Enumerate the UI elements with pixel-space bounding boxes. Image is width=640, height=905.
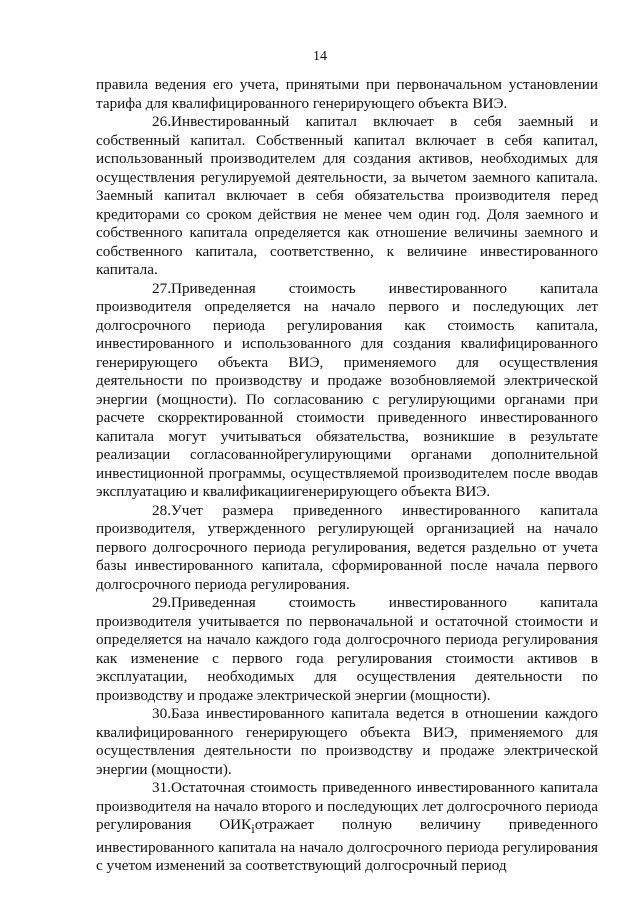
- paragraph-text-before: Остаточная стоимость приведенного инвестированного капитала производителя на начало второго и последующих лет долгосрочного периода регулирования: [96, 779, 598, 833]
- paragraph-text: Инвестированный капитал включает в себя заемный и собственный капитал. Собственный капитал включает в себя капитал, использованный производителем для создания активов, необходимых для осуществления регулируемой деятельности, за вычетом заемного капитала. Заемный капитал включает в себя обязательства производителя перед кредиторами со сроком действия не менее чем один год. Доля заемного и собственного капитала определяется как отношение величины заемного и собственного капитала, соответственно, к величине инвестированного капитала.: [96, 113, 598, 278]
- paragraph-text: Приведенная стоимость инвестированного капитала производителя учитывается по первоначальной и остаточной стоимости и определяется на начало каждого года долгосрочного периода регулирования как изменение с первого года регулирования стоимости активов в эксплуатации, необходимых для осуществления деятельности по производству и продаже электрической энергии (мощности).: [96, 594, 598, 704]
- paragraph-text: Приведенная стоимость инвестированного капитала производителя определяется на начало первого и последующих лет долгосрочного периода регулирования как стоимость капитала, инвестированного и использованного для создания квалифицированного генерирующего объекта ВИЭ, применяемого для осуществления деятельности по производству и продаже возобновляемой электрической энергии (мощности). По согласованию с регулирующими органами при расчете скорректированной стоимости приведенного инвестированного капитала могут учитываться обязательства, возникшие в результате реализации согласованнойрегулирующими органами дополнительной инвестиционной программы, осуществляемой производителем после вводав эксплуатацию и квалификациигенерирующего объекта ВИЭ.: [96, 279, 598, 500]
- formula-subscript: i: [251, 822, 255, 837]
- paragraph-28: [96, 502, 598, 595]
- paragraph-number: 26.: [152, 113, 171, 130]
- paragraph-text-after: отражает полную величину приведенного инвестированного капитала на начало долгосрочного периода регулирования с учетом изменений за соответствующий долгосрочный период: [96, 816, 598, 875]
- paragraph-text: правила ведения его учета, принятыми при первоначальном установлении тарифа для квалифицированного генерирующего объекта ВИЭ.: [96, 76, 598, 112]
- page-number: 14: [313, 49, 327, 64]
- paragraph-number: 27.: [152, 279, 171, 297]
- paragraph-text: Учет размера приведенного инвестированного капитала производителя, утвержденного регулирующей организацией на начало первого долгосрочного периода регулирования, ведется раздельно от учета базы инвестированного капитала, сформированной после начала первого долгосрочного периода регулирования.: [96, 501, 598, 593]
- document-body: [96, 76, 598, 876]
- paragraph-26: [96, 113, 598, 280]
- paragraph-number: 29.: [152, 594, 171, 611]
- paragraph-number: 30.: [152, 705, 171, 722]
- paragraph-29: [96, 594, 598, 705]
- formula-symbol: ОИК: [219, 816, 252, 833]
- paragraph-30: [96, 705, 598, 779]
- paragraph-number: 28.: [152, 501, 171, 519]
- paragraph-continuation: [96, 76, 598, 113]
- paragraph-text: База инвестированного капитала ведется в отношении каждого квалифицированного генерирующего объекта ВИЭ, применяемого для осуществления деятельности по производству и продаже электрической энергии (мощности).: [96, 705, 598, 778]
- paragraph-number: 31.: [152, 779, 171, 796]
- paragraph-27: [96, 280, 598, 502]
- paragraph-31: [96, 779, 598, 876]
